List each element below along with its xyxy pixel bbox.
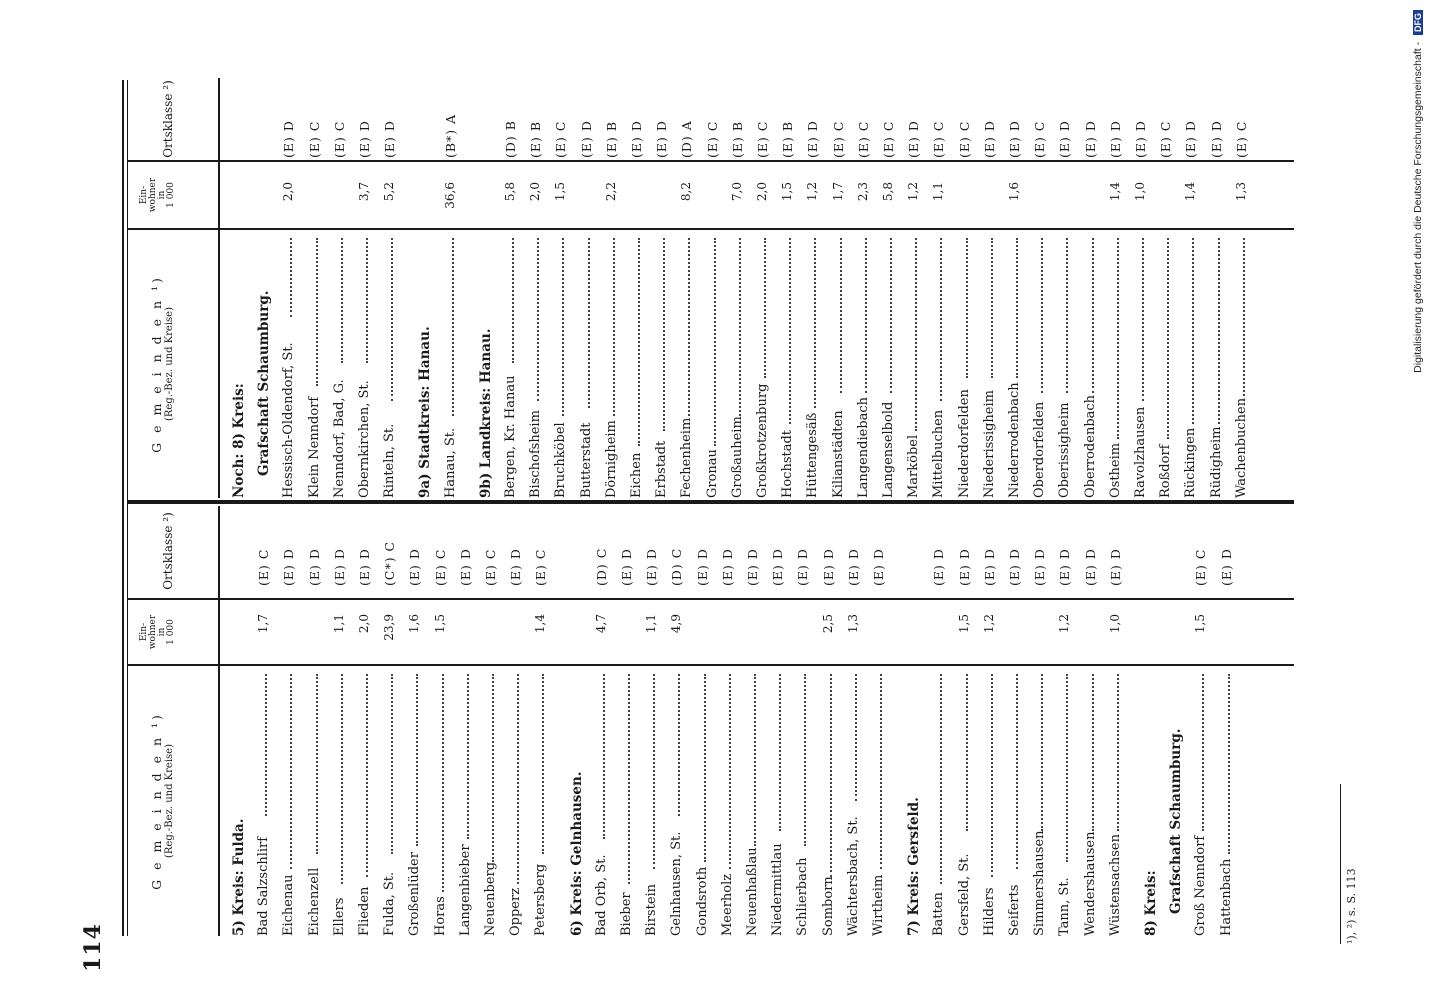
locality-class-value: (E) D xyxy=(357,120,372,158)
leader-dots xyxy=(880,674,882,869)
header-pop-line4-right: 1 000 xyxy=(166,182,176,208)
municipality-name: Eichenau xyxy=(281,874,297,936)
municipality-name: Niederdorfelden xyxy=(956,389,972,498)
locality-class-value: (E) C xyxy=(755,120,770,158)
header-pop-line2-right: wohner xyxy=(148,177,158,213)
right-header-name xyxy=(150,230,176,498)
municipality-name: Großauheim xyxy=(729,416,745,498)
district-heading: 8) Kreis: xyxy=(1143,870,1159,936)
left-table-body xyxy=(228,504,1298,936)
locality-class-value: (E) C xyxy=(956,120,972,158)
municipality-name: Tann, St. xyxy=(1057,877,1073,936)
population-value: 5,8 xyxy=(881,182,895,202)
leader-dots xyxy=(704,674,706,862)
municipality-name: Bruchköbel xyxy=(553,422,569,498)
population-value: 8,2 xyxy=(679,182,694,202)
leader-dots xyxy=(512,238,514,363)
locality-class-value: (D) C xyxy=(669,547,685,586)
municipality-name: Oberissigheim xyxy=(1057,402,1073,498)
header-pop-line2: wohner xyxy=(148,614,158,650)
locality-class-value: (E) C xyxy=(331,120,347,158)
municipality-name: Batten xyxy=(931,892,947,936)
left-header-pop xyxy=(140,600,176,664)
leader-dots xyxy=(542,674,544,854)
table-top-rule-2 xyxy=(127,80,128,936)
locality-class-value: (E) C xyxy=(483,548,498,586)
population-value: 1,2 xyxy=(805,182,820,202)
municipality-name: Ostheim xyxy=(1107,442,1123,498)
leader-dots xyxy=(1066,238,1068,393)
leader-dots xyxy=(290,238,292,317)
locality-class-value: (E) D xyxy=(981,120,997,158)
locality-class-value: (E) D xyxy=(629,120,644,158)
locality-class-value: (E) D xyxy=(745,548,760,586)
leader-dots xyxy=(890,238,892,393)
leader-dots xyxy=(1167,238,1169,439)
municipality-name: Simmershausen xyxy=(1032,830,1048,936)
municipality-name: Rüdigheim xyxy=(1208,426,1224,498)
leader-dots xyxy=(663,238,665,431)
locality-class-value: (E) B xyxy=(780,120,796,158)
locality-class-value: (E) C xyxy=(306,120,322,158)
municipality-name: Langenbieber xyxy=(457,844,473,936)
population-value: 2,2 xyxy=(603,182,618,202)
locality-class-value: (E) D xyxy=(956,548,972,586)
municipality-name: Gersfeld, St. xyxy=(956,853,972,936)
population-value: 4,7 xyxy=(593,614,608,634)
population-value: 1,4 xyxy=(1183,182,1198,202)
locality-class-value: (E) D xyxy=(457,548,473,586)
municipality-name: Somborn xyxy=(820,876,836,936)
population-value: 1,1 xyxy=(644,614,659,634)
district-heading: Grafschaft Schaumburg. xyxy=(256,290,273,476)
stamp-text-wrapper xyxy=(1412,10,1428,710)
locality-class-value: (E) D xyxy=(281,548,297,586)
locality-class-value: (E) C xyxy=(931,120,947,158)
population-value: 2,5 xyxy=(820,614,835,634)
population-value: 1,5 xyxy=(956,614,971,634)
municipality-name: Neuenhaßlau xyxy=(745,847,760,936)
leader-dots xyxy=(366,674,368,877)
leader-dots xyxy=(467,674,469,839)
locality-class-value: (D) B xyxy=(503,120,518,158)
footnote-rule xyxy=(1340,784,1341,944)
locality-class-value: (E) D xyxy=(1107,548,1123,586)
municipality-name: Bischofsheim xyxy=(528,410,544,498)
municipality-name: Wächtersbach, St. xyxy=(845,816,861,936)
locality-class-value: (E) D xyxy=(931,548,947,586)
population-value: 1,5 xyxy=(432,614,447,634)
population-value: 1,5 xyxy=(1193,614,1208,634)
leader-dots xyxy=(366,238,368,363)
locality-class-value: (E) D xyxy=(981,548,997,586)
municipality-name: Bergen, Kr. Hanau xyxy=(503,375,518,498)
locality-class-value: (C*) C xyxy=(382,540,398,586)
population-value: 1,7 xyxy=(830,182,845,202)
population-value: 1,4 xyxy=(533,614,548,634)
leader-dots xyxy=(442,674,444,892)
locality-class-value: (E) D xyxy=(1183,120,1199,158)
municipality-name: Oberdorfelden xyxy=(1032,401,1048,498)
district-heading: 6) Kreis: Gelnhausen. xyxy=(568,771,585,936)
municipality-name: Mittelbuchen xyxy=(931,409,947,498)
municipality-name: Niederissigheim xyxy=(981,390,997,498)
leader-dots xyxy=(1202,674,1204,831)
population-value: 5,2 xyxy=(382,182,397,202)
locality-class-value: (E) C xyxy=(533,548,549,586)
leader-dots xyxy=(779,674,781,831)
leader-dots xyxy=(966,674,968,831)
locality-class-value: (E) C xyxy=(1032,120,1048,158)
locality-class-value: (E) D xyxy=(1208,120,1224,158)
leader-dots xyxy=(1092,238,1094,393)
locality-class-value: (E) C xyxy=(432,548,448,586)
population-value: 36,6 xyxy=(442,182,457,209)
leader-dots xyxy=(1016,238,1018,378)
locality-class-value: (E) C xyxy=(1158,120,1174,158)
locality-class-value: (E) D xyxy=(845,548,861,586)
locality-class-value: (E) D xyxy=(331,548,347,586)
population-value: 1,0 xyxy=(1107,614,1122,634)
municipality-name: Horas xyxy=(432,896,448,936)
stamp-text: Digitalisierung gefördert durch die Deutsche Forschungsgemeinschaft - xyxy=(1412,41,1424,373)
locality-class-value: (E) D xyxy=(1032,548,1048,586)
municipality-name: Oberrodenbach xyxy=(1082,394,1098,498)
locality-class-value: (E) C xyxy=(553,120,569,158)
municipality-name: Niederrodenbach xyxy=(1007,382,1022,498)
leader-dots xyxy=(789,238,791,424)
leader-dots xyxy=(1117,674,1119,831)
locality-class-value: (E) D xyxy=(281,120,297,158)
population-value: 2,3 xyxy=(855,182,870,202)
header-pop-line1-right: Ein- xyxy=(139,185,149,205)
district-heading: Grafschaft Schaumburg. xyxy=(1168,728,1185,914)
locality-class-value: (E) C xyxy=(1233,120,1249,158)
leader-dots xyxy=(688,238,690,416)
population-value: 23,9 xyxy=(382,614,397,641)
population-value: 2,0 xyxy=(281,182,296,202)
header-class-label-right: Ortsklasse ²) xyxy=(161,80,175,158)
leader-dots xyxy=(452,238,454,416)
locality-class-value: (E) C xyxy=(830,120,846,158)
leader-dots xyxy=(830,674,832,877)
leader-dots xyxy=(290,674,292,869)
locality-class-value: (E) D xyxy=(694,548,710,586)
population-value: 1,2 xyxy=(906,182,921,202)
locality-class-value: (E) D xyxy=(1082,120,1098,158)
page-number: 114 xyxy=(80,923,106,972)
municipality-name: Bieber xyxy=(619,892,634,936)
population-value: 1,0 xyxy=(1133,182,1147,202)
municipality-name: Eichen xyxy=(629,452,644,498)
right-table-body xyxy=(228,78,1298,498)
header-name-main-right: G e m e i n d e n ¹) xyxy=(149,275,164,453)
population-value: 5,8 xyxy=(503,182,517,202)
municipality-name: Dörnigheim xyxy=(603,420,619,498)
header-name-main: G e m e i n d e n ¹) xyxy=(149,712,164,890)
right-header-pop xyxy=(140,162,176,228)
municipality-name: Klein Nenndorf xyxy=(306,396,322,498)
locality-class-value: (E) D xyxy=(871,548,886,586)
locality-class-value: (E) D xyxy=(619,548,634,586)
municipality-name: Erbstadt xyxy=(654,440,670,498)
municipality-name: Rückingen xyxy=(1183,427,1199,498)
leader-dots xyxy=(341,674,343,884)
leader-dots xyxy=(517,674,519,884)
locality-class-value: (E) D xyxy=(1007,120,1022,158)
locality-class-value: (E) D xyxy=(1133,120,1148,158)
municipality-name: Butterstadt xyxy=(578,422,594,498)
leader-dots xyxy=(1092,674,1094,831)
municipality-name: Kilianstädten xyxy=(830,410,846,498)
district-heading: 7) Kreis: Gersfeld. xyxy=(906,797,923,936)
locality-class-value: (E) D xyxy=(1007,548,1022,586)
header-name-sub-right: (Reg.-Bez. und Kreise) xyxy=(164,307,176,421)
locality-class-value: (E) C xyxy=(855,120,871,158)
population-value: 1,1 xyxy=(931,182,946,202)
municipality-name: Seiferts xyxy=(1007,884,1022,936)
municipality-name: Bad Orb, St. xyxy=(593,854,609,936)
municipality-name: Eichenzell xyxy=(306,867,322,936)
leader-dots xyxy=(341,238,343,363)
leader-dots xyxy=(316,238,318,386)
header-class-label: Ortsklasse ²) xyxy=(161,512,175,590)
locality-class-value: (D) C xyxy=(593,547,609,586)
leader-dots xyxy=(940,674,942,884)
municipality-name: Wüstensachsen xyxy=(1107,834,1123,936)
population-value: 1,2 xyxy=(1057,614,1072,634)
locality-class-value: (E) D xyxy=(578,120,594,158)
dfg-logo: DFG xyxy=(1413,10,1423,35)
leader-dots xyxy=(1066,674,1068,862)
locality-class-value: (E) D xyxy=(1107,120,1123,158)
locality-class-value: (E) B xyxy=(729,120,745,158)
population-value: 2,0 xyxy=(755,182,769,202)
digitization-stamp xyxy=(1412,10,1428,710)
locality-class-value: (B*) A xyxy=(442,113,458,158)
municipality-name: Fulda, St. xyxy=(382,871,398,936)
locality-class-value: (E) C xyxy=(881,120,896,158)
header-pop-line1: Ein- xyxy=(139,622,149,642)
municipality-name: Schlierbach xyxy=(795,857,811,936)
municipality-name: Petersberg xyxy=(533,863,549,936)
header-pop-line4: 1 000 xyxy=(166,619,176,645)
locality-class-value: (E) C xyxy=(256,548,272,586)
leader-dots xyxy=(562,238,564,416)
header-rule-right xyxy=(218,78,220,498)
header-pop-line3-right: in xyxy=(157,190,167,200)
locality-class-value: (E) D xyxy=(306,548,322,586)
right-header-class xyxy=(162,78,176,160)
leader-dots xyxy=(391,238,393,401)
municipality-name: Groß Nenndorf xyxy=(1193,835,1209,936)
municipality-name: Gondsroth xyxy=(694,866,710,936)
municipality-name: Hochstadt xyxy=(780,429,796,498)
leader-dots xyxy=(265,674,267,816)
municipality-name: Fechenheim xyxy=(679,417,695,498)
population-value: 1,3 xyxy=(845,614,860,634)
population-value: 1,6 xyxy=(1007,182,1021,202)
leader-dots xyxy=(1243,238,1245,401)
table-top-rule xyxy=(122,80,124,936)
leader-dots xyxy=(1192,238,1194,424)
population-value: 2,0 xyxy=(357,614,371,634)
leader-dots xyxy=(1041,674,1043,831)
municipality-name: Hilders xyxy=(981,887,997,936)
leader-dots xyxy=(416,674,418,846)
leader-dots xyxy=(729,674,731,869)
district-heading: 9b) Landkreis: Hanau. xyxy=(477,328,494,498)
population-value: 1,5 xyxy=(780,182,795,202)
population-value: 1,3 xyxy=(1233,182,1248,202)
municipality-name: Wendershausen xyxy=(1082,831,1098,936)
header-pop-line3: in xyxy=(157,627,167,637)
leader-dots xyxy=(391,674,393,854)
leader-dots xyxy=(603,674,605,839)
municipality-name: Rinteln, St. xyxy=(382,423,398,498)
municipality-name: Roßdorf xyxy=(1158,444,1174,498)
locality-class-value: (E) D xyxy=(644,548,660,586)
locality-class-value: (E) D xyxy=(906,120,922,158)
leader-dots xyxy=(628,674,630,884)
locality-class-value: (E) D xyxy=(1057,120,1073,158)
population-value: 1,5 xyxy=(553,182,568,202)
population-value: 7,0 xyxy=(729,182,744,202)
leader-dots xyxy=(855,674,857,801)
locality-class-value: (E) D xyxy=(820,548,836,586)
municipality-name: Wirtheim xyxy=(871,874,886,936)
locality-class-value: (E) C xyxy=(704,120,720,158)
municipality-name: Flieden xyxy=(357,886,372,936)
municipality-name: Hüttengesäß xyxy=(805,412,821,498)
locality-class-value: (E) D xyxy=(407,548,423,586)
locality-class-value: (E) D xyxy=(357,548,372,586)
locality-class-value: (E) D xyxy=(1057,548,1073,586)
locality-class-value: (E) D xyxy=(1218,548,1234,586)
municipality-name: Neuenberg xyxy=(483,861,498,936)
population-value: 3,7 xyxy=(357,182,371,202)
population-value: 1,6 xyxy=(407,614,422,634)
district-heading: 5) Kreis: Fulda. xyxy=(231,818,247,936)
leader-dots xyxy=(764,238,766,378)
locality-class-value: (E) B xyxy=(528,120,544,158)
municipality-name: Hessisch-Oldendorf, St. xyxy=(281,342,297,498)
municipality-name: Hattenbach xyxy=(1218,858,1234,936)
municipality-name: Hanau, St. xyxy=(442,427,458,498)
leader-dots xyxy=(1041,238,1043,393)
municipality-name: Bad Salzschlirf xyxy=(256,836,272,936)
population-value: 2,0 xyxy=(528,182,543,202)
leader-dots xyxy=(316,674,318,854)
municipality-name: Langendiebach xyxy=(855,396,871,498)
municipality-name: Wachenbuchen xyxy=(1233,397,1249,498)
municipality-name: Großkrotzenburg xyxy=(755,383,770,498)
leader-dots xyxy=(814,238,816,408)
leader-dots xyxy=(588,238,590,408)
locality-class-value: (E) D xyxy=(508,548,524,586)
municipality-name: Nenndorf, Bad, G. xyxy=(331,379,347,498)
leader-dots xyxy=(991,674,993,877)
municipality-name: Niedermittlau xyxy=(770,843,786,936)
municipality-name: Birstein xyxy=(644,883,660,936)
footnote: ¹), ²) s. S. 113 xyxy=(1345,868,1358,944)
municipality-name: Marköbel xyxy=(906,434,922,498)
locality-class-value: (E) D xyxy=(382,120,398,158)
header-name-sub: (Reg.-Bez. und Kreise) xyxy=(164,744,176,858)
leader-dots xyxy=(613,238,615,416)
header-rule-left xyxy=(218,506,220,936)
population-value: 1,4 xyxy=(1107,182,1122,202)
municipality-name: Großenlüder xyxy=(407,852,423,936)
leader-dots xyxy=(638,238,640,446)
leader-dots xyxy=(840,238,842,393)
leader-dots xyxy=(653,674,655,869)
leader-dots xyxy=(754,674,756,846)
leader-dots xyxy=(940,238,942,401)
locality-class-value: (E) B xyxy=(603,120,619,158)
municipality-name: Ravolzhausen xyxy=(1133,406,1148,498)
locality-class-value: (D) A xyxy=(679,120,695,158)
leader-dots xyxy=(492,674,494,862)
leader-dots xyxy=(678,674,680,816)
district-heading: 9a) Stadtkreis: Hanau. xyxy=(417,326,434,498)
left-header-class xyxy=(162,504,176,598)
population-value: 4,9 xyxy=(669,614,684,634)
leader-dots xyxy=(1218,238,1220,424)
leader-dots xyxy=(1016,674,1018,869)
municipality-name: Obernkirchen, St. xyxy=(357,380,372,498)
leader-dots xyxy=(915,238,917,431)
district-heading: Noch: 8) Kreis: xyxy=(231,383,247,498)
leader-dots xyxy=(739,238,741,416)
leader-dots xyxy=(714,238,716,446)
leader-dots xyxy=(991,238,993,378)
leader-dots xyxy=(1228,674,1230,854)
municipality-name: Langenselbold xyxy=(881,401,896,498)
municipality-name: Ellers xyxy=(331,897,347,936)
population-value: 1,1 xyxy=(331,614,346,634)
municipality-name: Opperz xyxy=(508,887,524,936)
locality-class-value: (E) D xyxy=(770,548,786,586)
leader-dots xyxy=(865,238,867,393)
leader-dots xyxy=(537,238,539,401)
locality-class-value: (E) C xyxy=(1193,548,1209,586)
leader-dots xyxy=(966,238,968,378)
municipality-name: Gelnhausen, St. xyxy=(669,831,685,936)
municipality-name: Gronau xyxy=(704,449,720,498)
locality-class-value: (E) D xyxy=(795,548,811,586)
leader-dots xyxy=(1142,238,1144,401)
leader-dots xyxy=(804,674,806,846)
population-value: 1,7 xyxy=(256,614,271,634)
locality-class-value: (E) D xyxy=(654,120,670,158)
locality-class-value: (E) D xyxy=(1082,548,1098,586)
locality-class-value: (E) D xyxy=(805,120,821,158)
locality-class-value: (E) D xyxy=(719,548,735,586)
municipality-name: Meerholz xyxy=(719,873,735,936)
left-header-name xyxy=(150,666,176,936)
leader-dots xyxy=(1117,238,1119,439)
population-value: 1,2 xyxy=(981,614,996,634)
